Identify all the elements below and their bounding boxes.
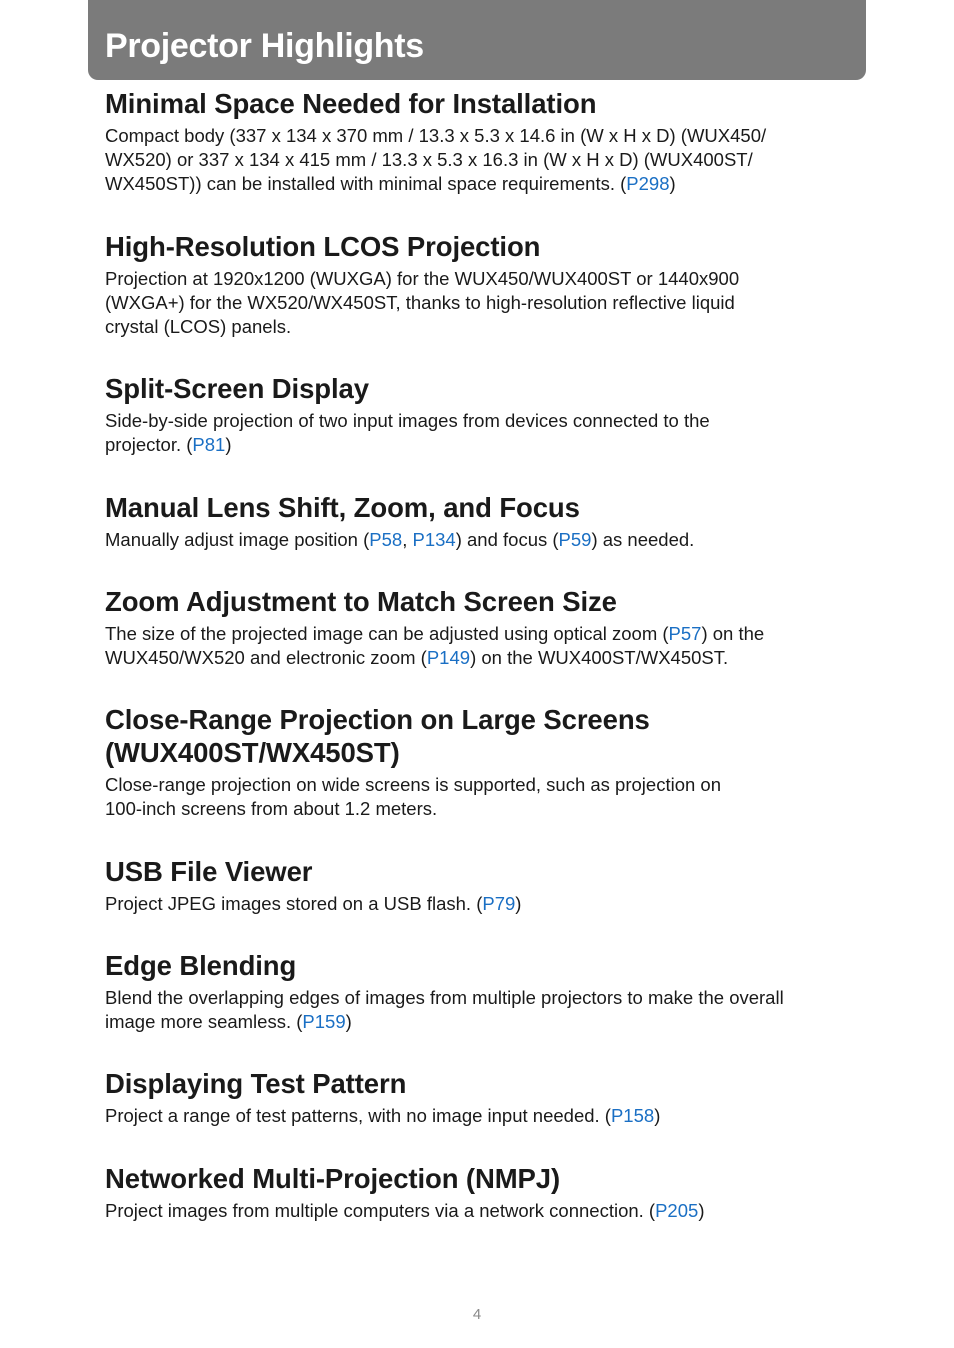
page-link-p149[interactable]: P149 [426, 647, 471, 668]
page-header-bar [88, 0, 866, 80]
page-link-p57[interactable]: P57 [668, 623, 702, 644]
section-body: Compact body (337 x 134 x 370 mm / 13.3 x 5.3 x 14.6 in (W x H x D) (WUX450/ WX520) or 337 x 134 x 415 mm / 13.3 x 5.3 x 16.3 in (W x H x D) (WUX400ST/ WX450ST)) can be installed with minimal space requirements. (P298) [105, 125, 767, 194]
section-minimal-space [105, 87, 850, 196]
section-heading: Edge Blending [105, 950, 297, 981]
section-heading: Zoom Adjustment to Match Screen Size [105, 586, 617, 617]
section-body: Manually adjust image position (P58, P134) and focus (P59) as needed. [105, 529, 695, 550]
section-manual-lens [105, 491, 850, 552]
section-heading: High-Resolution LCOS Projection [105, 231, 541, 262]
section-test-pattern [105, 1067, 850, 1128]
section-body: Close-range projection on wide screens is supported, such as projection on 100-inch screens from about 1.2 meters. [105, 774, 721, 819]
page-link-p81[interactable]: P81 [192, 434, 226, 455]
section-heading: Close-Range Projection on Large Screens (WUX400ST/WX450ST) [105, 704, 650, 768]
section-heading: USB File Viewer [105, 856, 313, 887]
page-link-p205[interactable]: P205 [655, 1200, 699, 1221]
page-link-p134[interactable]: P134 [412, 529, 456, 550]
page-link-p79[interactable]: P79 [482, 893, 516, 914]
section-body: Projection at 1920x1200 (WUXGA) for the WUX450/WUX400ST or 1440x900 (WXGA+) for the WX520/WX450ST, thanks to high-resolution reflective liquid crystal (LCOS) panels. [105, 268, 740, 337]
section-body: The size of the projected image can be adjusted using optical zoom (P57) on the WUX450/WX520 and electronic zoom (P149) on the WUX400ST/WX450ST. [105, 623, 765, 668]
page-link-p159[interactable]: P159 [302, 1011, 346, 1032]
section-split-screen [105, 372, 850, 457]
page-link-p158[interactable]: P158 [610, 1105, 655, 1126]
section-body: Project JPEG images stored on a USB flash. (P79) [105, 893, 522, 914]
section-close-range [105, 703, 850, 821]
page-number: 4 [472, 1306, 482, 1323]
section-body: Project images from multiple computers via a network connection. (P205) [105, 1200, 705, 1221]
section-edge-blending [105, 949, 850, 1034]
section-high-resolution [105, 230, 850, 339]
section-heading: Manual Lens Shift, Zoom, and Focus [105, 492, 580, 523]
section-nmpj [105, 1162, 850, 1223]
section-zoom-adjustment [105, 585, 850, 670]
section-heading: Displaying Test Pattern [105, 1068, 407, 1099]
section-heading: Minimal Space Needed for Installation [105, 88, 597, 119]
page-link-p58[interactable]: P58 [369, 529, 403, 550]
section-body: Side-by-side projection of two input images from devices connected to the projector. (P81) [105, 410, 710, 455]
section-heading: Networked Multi-Projection (NMPJ) [105, 1163, 561, 1194]
section-body: Blend the overlapping edges of images from multiple projectors to make the overall image more seamless. (P159) [105, 987, 784, 1032]
page-link-p298[interactable]: P298 [626, 173, 670, 194]
page-title: Projector Highlights [105, 27, 424, 65]
section-body: Project a range of test patterns, with no image input needed. (P158) [105, 1105, 661, 1126]
page-link-p59[interactable]: P59 [558, 529, 592, 550]
section-usb-file-viewer [105, 855, 850, 916]
section-heading: Split-Screen Display [105, 373, 369, 404]
